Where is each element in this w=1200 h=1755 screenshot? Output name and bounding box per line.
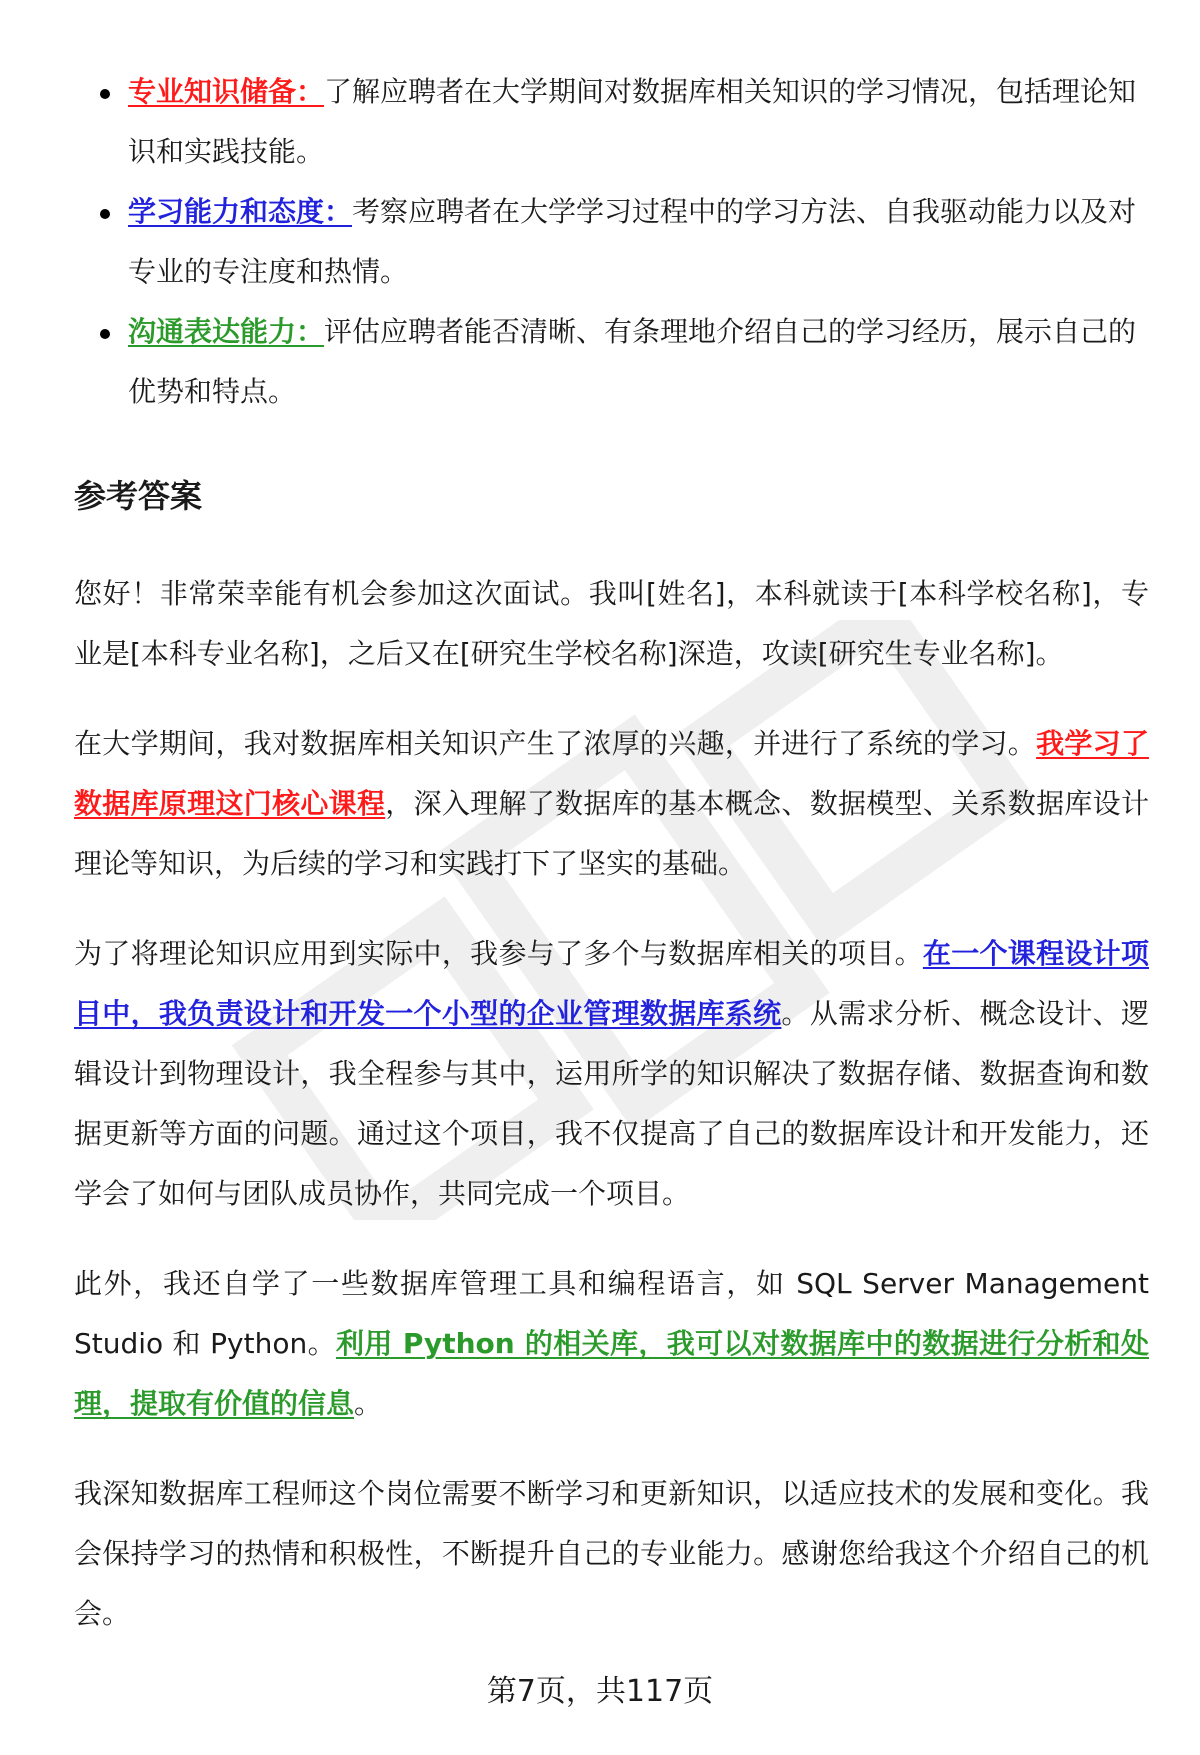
highlight-text: 利用 Python 的相关库，我可以对数据库中的数据进行分析和处理，提取有价值的信息 [74, 1327, 1150, 1420]
list-item [74, 62, 1149, 182]
paragraph-intro: 您好！非常荣幸能有机会参加这次面试。我叫[姓名]，本科就读于[本科学校名称]，专业是[本科专业名称]，之后又在[研究生学校名称]深造，攻读[研究生专业名称]。 [74, 577, 1149, 670]
paragraph-text: 。 [354, 1387, 383, 1420]
evaluation-points-list [74, 62, 1149, 422]
bullet-icon [100, 209, 110, 219]
paragraph-text: 在大学期间，我对数据库相关知识产生了浓厚的兴趣，并进行了系统的学习。 [74, 727, 1037, 760]
bullet-label: 专业知识储备： [128, 75, 325, 108]
bullet-label: 沟通表达能力： [128, 315, 325, 348]
paragraph-project [74, 924, 1149, 1224]
paragraph-closing: 我深知数据库工程师这个岗位需要不断学习和更新知识，以适应技术的发展和变化。我会保持学习的热情和积极性，不断提升自己的专业能力。感谢您给我这个介绍自己的机会。 [74, 1477, 1149, 1630]
list-item [74, 182, 1149, 302]
highlight-text: 在一个课程设计项目中，我负责设计和开发一个小型的企业管理数据库系统 [74, 937, 1149, 1030]
paragraph-study [74, 714, 1149, 894]
bullet-text: 评估应聘者能否清晰、有条理地介绍自己的学习经历，展示自己的优势和特点。 [128, 315, 1137, 408]
bullet-label: 学习能力和态度： [128, 195, 353, 228]
section-title: 参考答案 [74, 477, 203, 515]
document-page [74, 62, 1149, 1674]
paragraph-text: 。从需求分析、概念设计、逻辑设计到物理设计，我全程参与其中，运用所学的知识解决了数据存储、数据查询和数据更新等方面的问题。通过这个项目，我不仅提高了自己的数据库设计和开发能力，还学会了如何与团队成员协作，共同完成一个项目。 [74, 997, 1149, 1210]
paragraph-text: 此外，我还自学了一些数据库管理工具和编程语言，如 SQL Server Management Studio 和 Python。 [74, 1267, 1149, 1360]
highlight-text: 我学习了数据库原理这门核心课程 [74, 727, 1149, 820]
paragraph-text: ，深入理解了数据库的基本概念、数据模型、关系数据库设计理论等知识，为后续的学习和实践打下了坚实的基础。 [74, 787, 1149, 880]
paragraph-text: 为了将理论知识应用到实际中，我参与了多个与数据库相关的项目。 [74, 937, 923, 970]
bullet-icon [100, 89, 110, 99]
page-number: 第7页，共117页 [486, 1674, 714, 1709]
bullet-text: 考察应聘者在大学学习过程中的学习方法、自我驱动能力以及对专业的专注度和热情。 [128, 195, 1137, 288]
list-item [74, 302, 1149, 422]
paragraph-tools [74, 1254, 1149, 1434]
bullet-text: 了解应聘者在大学期间对数据库相关知识的学习情况，包括理论知识和实践技能。 [128, 75, 1137, 168]
bullet-icon [100, 329, 110, 339]
